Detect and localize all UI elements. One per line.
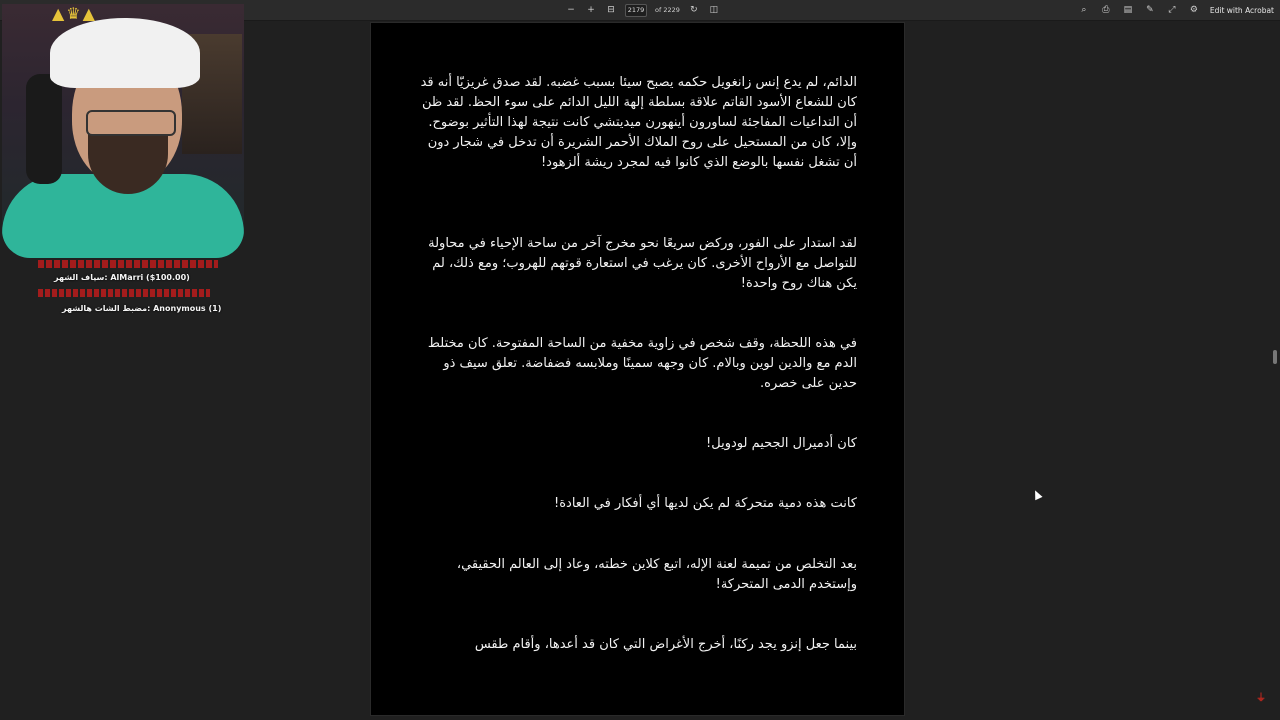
zoom-out-icon[interactable]: −: [567, 5, 575, 15]
paragraph-6: بعد التخلص من تميمة لعنة الإله، اتبع كلاين خطته، وعاد إلى العالم الحقيقي، وإستخدم الدمى المتحركة!: [456, 557, 857, 592]
pdf-icon: ⏚: [1256, 693, 1266, 704]
paragraph-3: في هذه اللحظة، وقف شخص في زاوية مخفية من الساحة المفتوحة. كان مختلط الدم مع والدين لوين وبالام. كان وجهه سمينًا وملابسه فضفاضة. تعلق سيف ذو حدين على خصره.: [427, 336, 857, 391]
headset: [26, 74, 62, 184]
search-icon[interactable]: ⌕: [1081, 5, 1087, 15]
paragraph-1: الدائم، لم يدع إنس زانغويل حكمه يصبح سيئا بسبب غضبه. لقد صدق غريزيّا أنه قد كان للشعاع الأسود القاتم علاقة بسلطة إلهة الليل الدائم على سوء الحظ. لقد ظن أن التداعيات المفاجئة لساورون أينهورن ميديتشي كانت نتيجة لهذا التأثير بوضوح. وإلا، كان من المستحيل على روح الملاك الأحمر الشريرة أن تدخل في شجار دون أن تشغل نفسها بالوضع الذي كانوا فيه لمجرد ريشة ألزهود!: [420, 75, 857, 170]
edit-icon[interactable]: ✎: [1146, 5, 1154, 15]
page-total: of 2229: [655, 6, 680, 14]
overlay-red-line-1: [38, 260, 218, 268]
white-cap: [50, 18, 200, 88]
glasses: [86, 110, 176, 136]
settings-icon[interactable]: ⚙: [1189, 5, 1198, 15]
scrollbar-thumb[interactable]: [1273, 350, 1277, 364]
paragraph-4: كان أدميرال الجحيم لودويل!: [706, 436, 857, 451]
top-donor-label: سياف الشهر: AlMarri ($100.00): [54, 273, 190, 282]
save-icon[interactable]: ▤: [1123, 5, 1133, 15]
chat-moderator-label: مضبط الشات هالشهر: Anonymous (1): [62, 304, 222, 313]
print-icon[interactable]: ⎙: [1102, 5, 1110, 15]
mouse-cursor: [1031, 489, 1042, 501]
view-mode-icon[interactable]: ◫: [709, 5, 719, 15]
zoom-in-icon[interactable]: +: [587, 5, 595, 15]
paragraph-5: كانت هذه دمية متحركة لم يكن لديها أي أفكار في العادة!: [554, 496, 857, 511]
expand-icon[interactable]: ⤢: [1168, 5, 1176, 15]
page-number-input[interactable]: 2179: [625, 4, 647, 17]
fit-page-icon[interactable]: ⊟: [607, 5, 615, 15]
document-page: [370, 22, 905, 716]
paragraph-2: لقد استدار على الفور، وركض سريعًا نحو مخرج آخر من ساحة الإحياء في محاولة للتواصل مع الأرواح الأخرى. كان يرغب في استعارة قوتهم للهروب؛ ومع ذلك، لم يكن هناك روح واحدة!: [428, 236, 857, 291]
webcam-overlay: [2, 4, 244, 258]
overlay-red-line-2: [38, 289, 210, 297]
crown-icon: ▲♛▲: [52, 4, 97, 23]
rotate-icon[interactable]: ↻: [690, 5, 698, 15]
paragraph-7: بينما جعل إنزو يجد ركنًا، أخرج الأغراض التي كان قد أعدها، وأقام طقس: [474, 637, 857, 652]
edit-with-acrobat-button[interactable]: Edit with Acrobat: [1209, 5, 1274, 15]
